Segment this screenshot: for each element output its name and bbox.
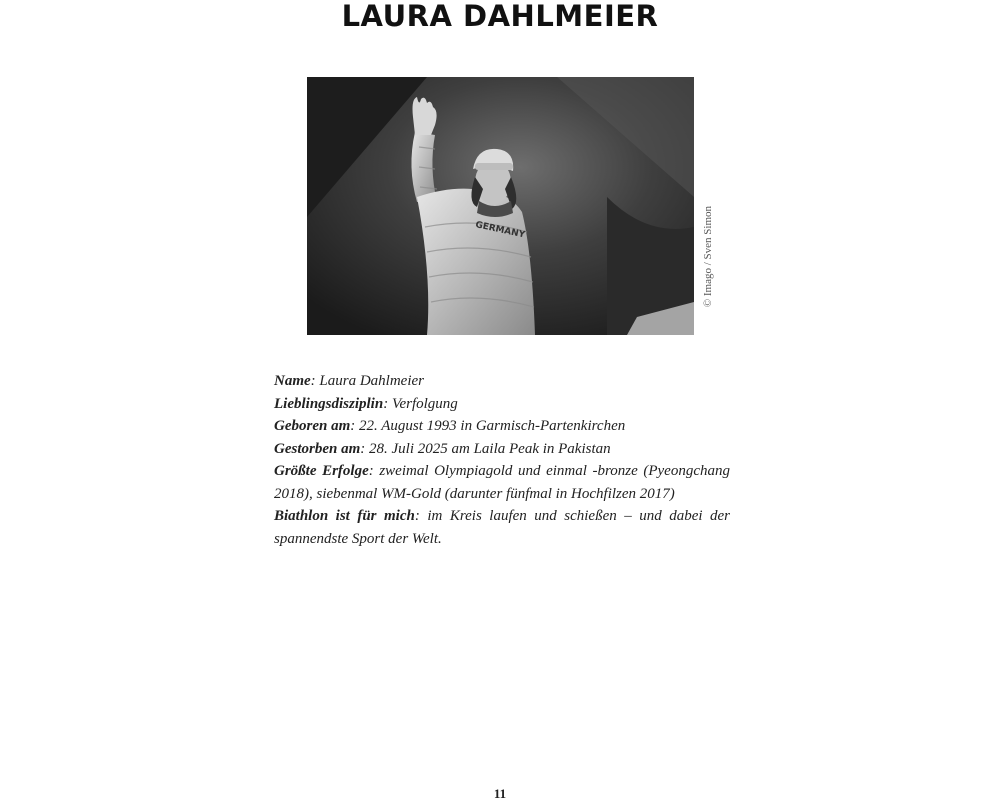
profile-achievements: Größte Erfolge: zweimal Olympiagold und einmal -bronze (Pyeongchang 2018), siebenmal WM-Gold (darunter fünfmal in Hochfilzen 2017) (274, 463, 730, 502)
profile-info (274, 370, 730, 550)
profile-name: Name: Laura Dahlmeier (274, 373, 425, 389)
photo-credit: © Imago / Sven Simon (702, 206, 714, 308)
svg-text:GERMANY: GERMANY (474, 220, 526, 241)
profile-biathlon-for-me: Biathlon ist für mich: im Kreis laufen und schießen – und dabei der spannendste Sport der Welt. (274, 508, 730, 547)
athlete-photo (307, 77, 694, 335)
page-number: 11 (493, 786, 507, 801)
profile-died: Gestorben am: 28. Juli 2025 am Laila Peak in Pakistan (274, 440, 611, 457)
profile-born: Geboren am: 22. August 1993 in Garmisch-Partenkirchen (274, 418, 626, 434)
page-title: LAURA DAHLMEIER (341, 0, 659, 33)
profile-favorite-discipline: Lieblingsdisziplin: Verfolgung (274, 395, 458, 412)
